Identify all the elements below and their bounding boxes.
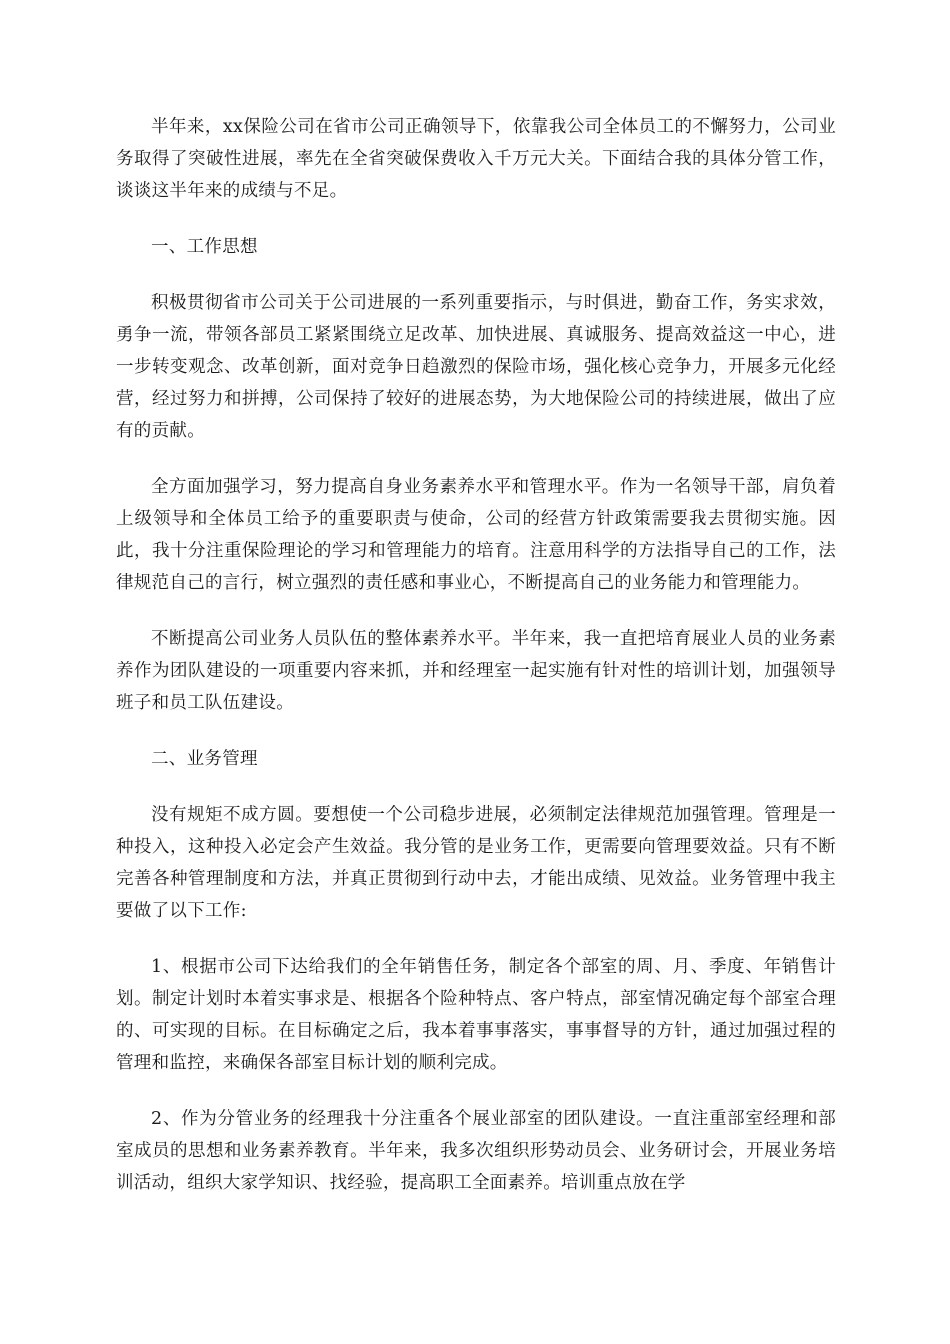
paragraph-item-2: 2、作为分管业务的经理我十分注重各个展业部室的团队建设。一直注重部室经理和部室成员的思想和业务素养教育。半年来，我多次组织形势动员会、业务研讨会，开展业务培训活动，组织大家学知识、找经验，提高职工全面素养。培训重点放在学 <box>116 1109 836 1193</box>
paragraph-learning: 全方面加强学习，努力提高自身业务素养水平和管理水平。作为一名领导干部，肩负着上级领导和全体员工给予的重要职责与使命，公司的经营方针政策需要我去贯彻实施。因此，我十分注重保险理论的学习和管理能力的培育。注意用科学的方法指导自己的工作，法律规范自己的言行，树立强烈的责任感和事业心，不断提高自己的业务能力和管理能力。 <box>116 477 836 593</box>
intro-paragraph: 半年来，xx保险公司在省市公司正确领导下，依靠我公司全体员工的不懈努力，公司业务取得了突破性进展，率先在全省突破保费收入千万元大关。下面结合我的具体分管工作，谈谈这半年来的成绩与不足。 <box>116 117 836 201</box>
section-heading-business-management: 二、业务管理 <box>151 749 258 769</box>
document-body <box>116 111 836 1223</box>
section-heading-work-thoughts: 一、工作思想 <box>151 237 258 257</box>
paragraph-work-thoughts: 积极贯彻省市公司关于公司进展的一系列重要指示，与时俱进，勤奋工作，务实求效，勇争一流，带领各部员工紧紧围绕立足改革、加快进展、真诚服务、提高效益这一中心，进一步转变观念、改革创新，面对竞争日趋激烈的保险市场，强化核心竞争力，开展多元化经营，经过努力和拼搏，公司保持了较好的进展态势，为大地保险公司的持续进展，做出了应有的贡献。 <box>116 293 836 441</box>
paragraph-item-1: 1、根据市公司下达给我们的全年销售任务，制定各个部室的周、月、季度、年销售计划。制定计划时本着实事求是、根据各个险种特点、客户特点，部室情况确定每个部室合理的、可实现的目标。在目标确定之后，我本着事事落实，事事督导的方针，通过加强过程的管理和监控，来确保各部室目标计划的顺利完成。 <box>116 957 836 1073</box>
paragraph-team-quality: 不断提高公司业务人员队伍的整体素养水平。半年来，我一直把培育展业人员的业务素养作为团队建设的一项重要内容来抓，并和经理室一起实施有针对性的培训计划，加强领导班子和员工队伍建设。 <box>116 629 836 713</box>
paragraph-management-intro: 没有规矩不成方圆。要想使一个公司稳步进展，必须制定法律规范加强管理。管理是一种投入，这种投入必定会产生效益。我分管的是业务工作，更需要向管理要效益。只有不断完善各种管理制度和方法，并真正贯彻到行动中去，才能出成绩、见效益。业务管理中我主要做了以下工作: <box>116 805 836 921</box>
